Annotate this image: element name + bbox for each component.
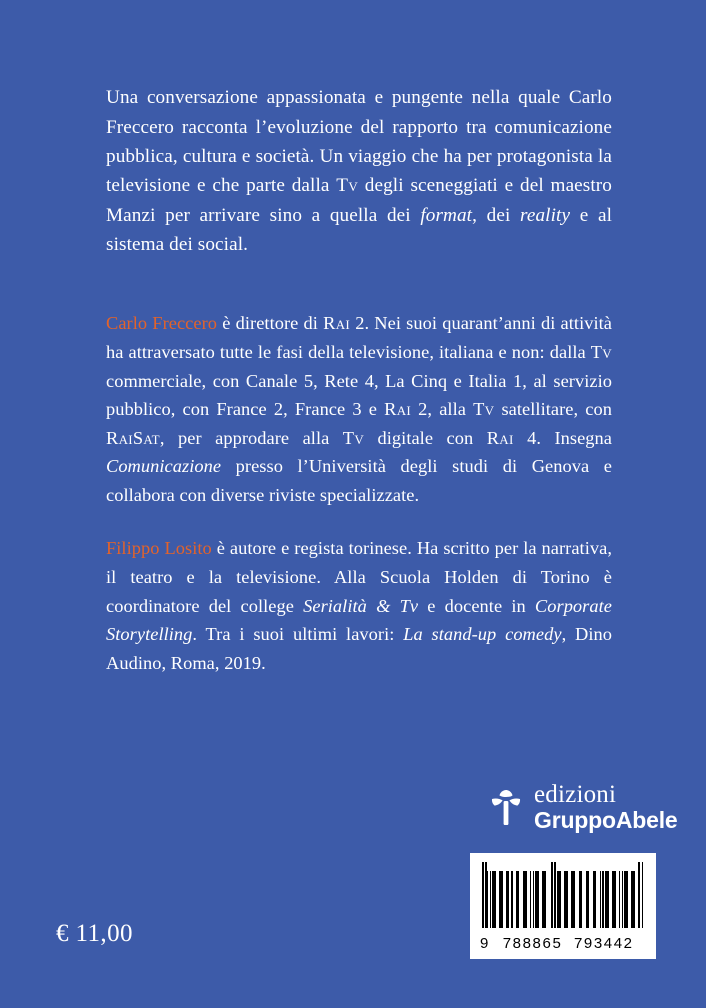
bio-text-7: digitale con <box>364 427 487 448</box>
rai-smallcaps-2: Rai <box>384 399 412 420</box>
barcode <box>470 853 656 959</box>
rai-smallcaps-1: Rai <box>323 313 351 334</box>
barcode-group-2: 793442 <box>573 935 634 952</box>
bio-text-8: 4. Insegna <box>513 427 612 448</box>
bio2-text-3: . Tra i suoi ultimi lavori: <box>192 624 404 645</box>
author-name-freccero: Carlo Freccero <box>106 313 218 334</box>
bio-text-2: 2. Nei suoi quarant’anni di attività ha attraversato tutte le fasi della televisione, italiana e non: dalla <box>106 313 613 362</box>
tv-smallcaps: Tv <box>336 175 359 197</box>
blurb-text-part2: degli sceneggiati e del maestro Manzi per arrivare sino a quella dei <box>106 175 612 226</box>
barcode-digits <box>478 935 648 952</box>
bio2-emphasis-serialita: Serialità & Tv <box>303 595 419 616</box>
gruppo-abele-logo-icon <box>486 783 526 831</box>
bio-text-6: , per approdare alla <box>159 427 343 448</box>
tv-smallcaps-3: Tv <box>342 427 365 448</box>
publisher-line-edizioni: edizioni <box>534 780 617 808</box>
bio2-emphasis-corporate: Corporate Storytelling <box>106 595 613 645</box>
bio2-emphasis-standup: La stand-up comedy <box>403 624 562 645</box>
raisat-smallcaps: RaiSat <box>106 427 160 448</box>
bio2-text-1: è autore e regista torinese. Ha scritto per la narrativa, il teatro e la televisione. Alla Scuola Holden di Torino è coordinatore del college <box>106 538 612 616</box>
barcode-group-1: 788865 <box>502 935 563 952</box>
blurb-emphasis-reality: reality <box>520 204 571 226</box>
rai-smallcaps-3: Rai <box>486 427 514 448</box>
blurb-text-part4: e al sistema dei social. <box>106 204 612 256</box>
publisher-logo <box>486 772 678 842</box>
barcode-lead-digit: 9 <box>480 935 489 952</box>
barcode-bars <box>482 862 644 928</box>
blurb-emphasis-format: format <box>420 204 473 226</box>
bio-text-5: satellitare, con <box>494 399 612 420</box>
publisher-line-gruppoabele: GruppoAbele <box>534 807 678 834</box>
blurb-text-part3: , dei <box>472 204 521 226</box>
tv-smallcaps-2: Tv <box>473 399 495 420</box>
bio-text-3: commerciale, con Canale 5, Rete 4, La Cinq e Italia 1, al servizio pubblico, con France 2, France 3 e <box>106 370 612 420</box>
price-label: € 11,00 <box>56 920 133 947</box>
bio2-text-2: e docente in <box>418 595 535 616</box>
bio-emphasis-comunicazione: Comunicazione <box>106 456 222 477</box>
bio-text-9: presso l’Università degli studi di Genova e collabora con diverse riviste specializzate. <box>106 456 612 505</box>
bio-text-4: 2, alla <box>411 399 474 420</box>
blurb-text-part1: Una conversazione appassionata e pungente nella quale Carlo Freccero racconta l’evoluzione del rapporto tra comunicazione pubblica, cultura e società. Un viaggio che ha per protagonista la televisione e che parte dalla <box>106 87 612 197</box>
blurb-paragraph <box>106 83 612 259</box>
publisher-text <box>534 782 677 833</box>
bio2-text-4: , Dino Audino, Roma, 2019. <box>106 624 612 673</box>
author-bio-freccero <box>106 309 612 509</box>
author-bio-losito <box>106 534 612 677</box>
tv-smallcaps-1: Tv <box>590 341 612 362</box>
bio-text-1: è direttore di <box>217 313 324 334</box>
author-name-losito: Filippo Losito <box>106 538 212 559</box>
